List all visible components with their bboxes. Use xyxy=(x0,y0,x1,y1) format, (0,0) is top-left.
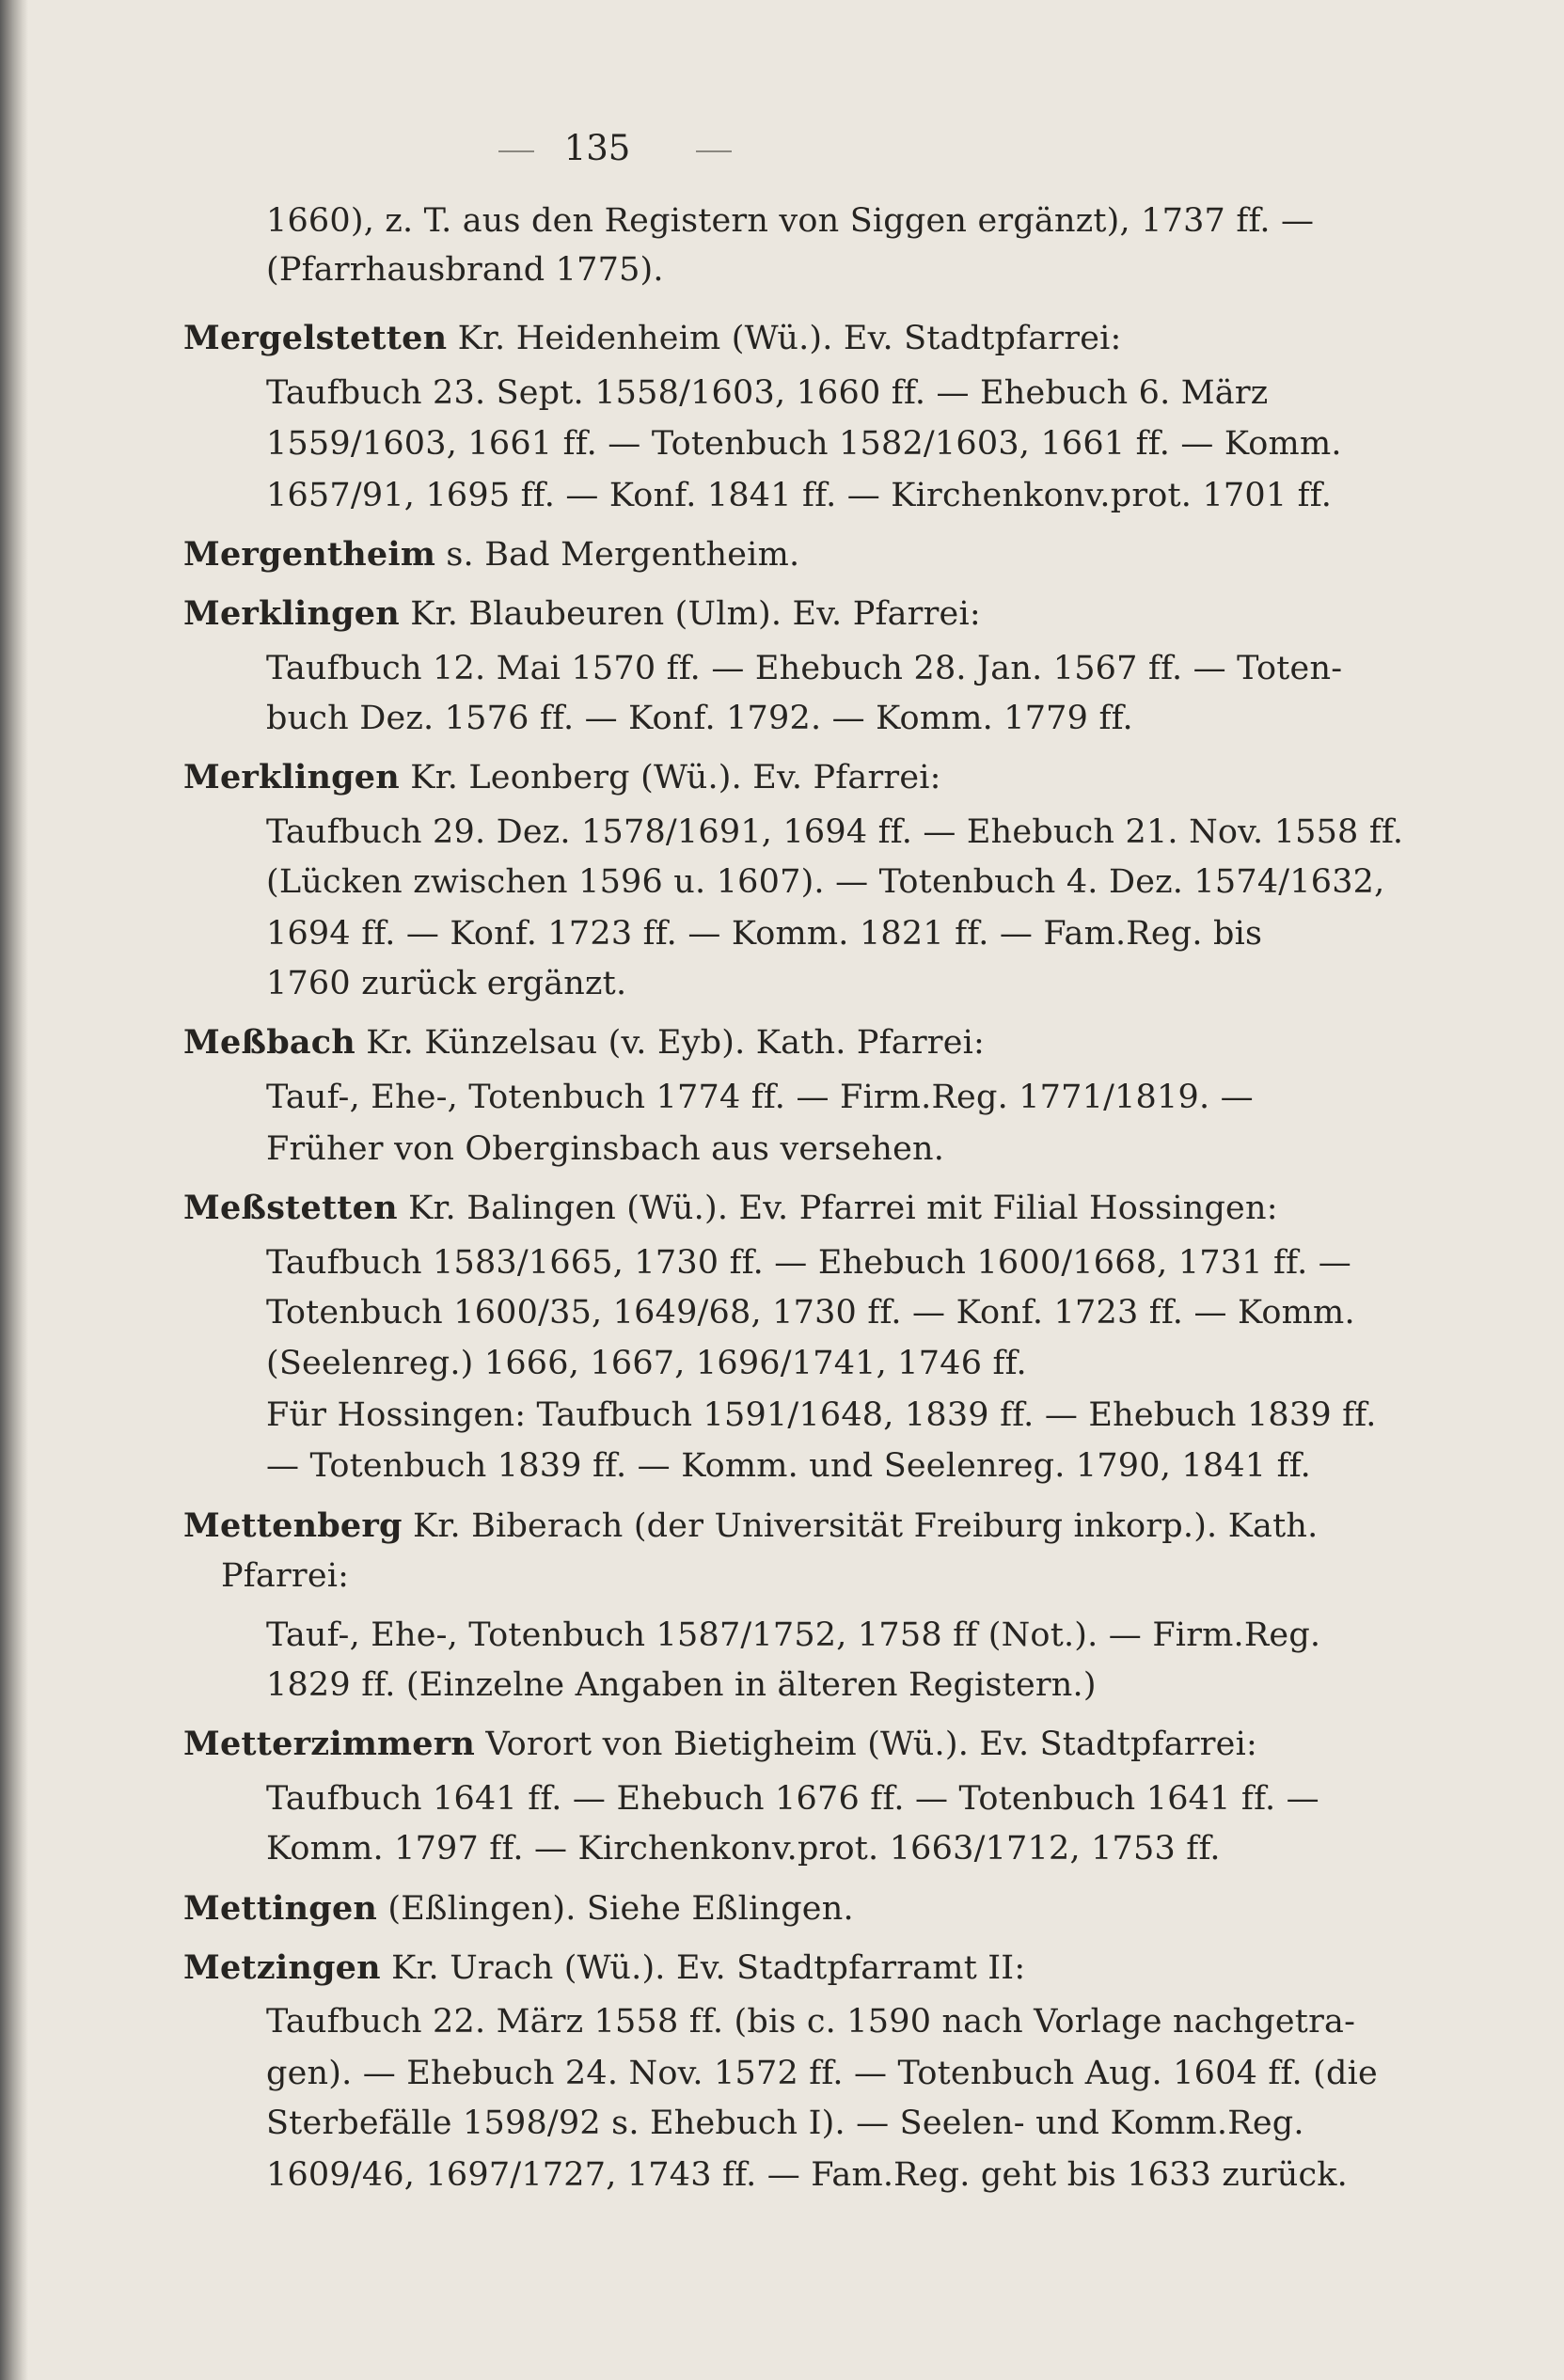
text-line xyxy=(266,695,1133,742)
entry-text: Kr. Balingen (Wü.). Ev. Pfarrei mit Filial Hossingen: xyxy=(397,1190,1278,1227)
entry-text: Taufbuch 12. Mai 1570 ff. — Ehebuch 28. Jan. 1567 ff. — Toten- xyxy=(266,650,1343,687)
entry-text: 1694 ff. — Konf. 1723 ff. — Komm. 1821 ff. — Fam.Reg. bis xyxy=(266,915,1263,953)
text-line xyxy=(183,1503,1318,1550)
entry-text: gen). — Ehebuch 24. Nov. 1572 ff. — Totenbuch Aug. 1604 ff. (die xyxy=(266,2055,1378,2092)
text-line xyxy=(266,1126,944,1173)
entry-text: Vorort von Bietigheim (Wü.). Ev. Stadtpfarrei: xyxy=(475,1726,1257,1763)
text-line xyxy=(266,1340,1027,1387)
text-line xyxy=(183,1885,854,1932)
entry-text: — Totenbuch 1839 ff. — Komm. und Seelenreg. 1790, 1841 ff. xyxy=(266,1447,1311,1485)
text-line xyxy=(266,1998,1355,2045)
entry-text: Kr. Leonberg (Wü.). Ev. Pfarrei: xyxy=(399,759,941,796)
entry-heading: Meßstetten xyxy=(183,1189,398,1227)
entry-text: Kr. Urach (Wü.). Ev. Stadtpfarramt II: xyxy=(380,1949,1026,1987)
entry-text: Taufbuch 29. Dez. 1578/1691, 1694 ff. — Ehebuch 21. Nov. 1558 ff. xyxy=(266,813,1404,851)
entry-text: Für Hossingen: Taufbuch 1591/1648, 1839 ff. — Ehebuch 1839 ff. xyxy=(266,1396,1377,1434)
entry-heading: Metterzimmern xyxy=(183,1725,476,1763)
entry-heading: Mergentheim xyxy=(183,535,436,574)
entry-text: 1559/1603, 1661 ff. — Totenbuch 1582/1603, 1661 ff. — Komm. xyxy=(266,425,1342,463)
text-line xyxy=(266,809,1403,856)
entry-text: Kr. Heidenheim (Wü.). Ev. Stadtpfarrei: xyxy=(447,320,1122,357)
entry-text: Taufbuch 1583/1665, 1730 ff. — Ehebuch 1600/1668, 1731 ff. — xyxy=(266,1244,1351,1282)
entry-text: Taufbuch 22. März 1558 ff. (bis c. 1590 nach Vorlage nachgetra- xyxy=(266,2003,1356,2041)
page-number-dash-right xyxy=(696,150,732,152)
entry-text: Kr. Biberach (der Universität Freiburg inkorp.). Kath. xyxy=(402,1507,1319,1545)
text-line xyxy=(266,246,664,293)
entry-heading: Mergelstetten xyxy=(183,319,448,357)
entry-heading: Meßbach xyxy=(183,1023,355,1062)
text-line xyxy=(221,1553,349,1600)
page-number-dash-left xyxy=(498,150,534,152)
text-line xyxy=(183,591,981,638)
entry-text: Früher von Oberginsbach aus versehen. xyxy=(266,1130,945,1168)
text-line xyxy=(266,1074,1254,1121)
entry-text: Pfarrei: xyxy=(221,1557,350,1595)
text-line xyxy=(266,645,1342,692)
entry-heading: Mettingen xyxy=(183,1889,378,1928)
text-line xyxy=(266,420,1342,467)
text-line xyxy=(266,1442,1311,1489)
entry-text: 1760 zurück ergänzt. xyxy=(266,965,627,1002)
binding-gutter-shadow xyxy=(0,0,28,2380)
text-line xyxy=(183,315,1122,362)
text-line xyxy=(266,1662,1097,1709)
entry-text: Taufbuch 1641 ff. — Ehebuch 1676 ff. — Totenbuch 1641 ff. — xyxy=(266,1780,1319,1818)
text-line xyxy=(183,1185,1278,1232)
entry-text: 1609/46, 1697/1727, 1743 ff. — Fam.Reg. geht bis 1633 zurück. xyxy=(266,2156,1349,2194)
text-line xyxy=(266,1775,1319,1822)
text-line xyxy=(266,2100,1304,2147)
entry-heading: Metzingen xyxy=(183,1948,381,1987)
entry-text: 1660), z. T. aus den Registern von Siggen ergänzt), 1737 ff. — xyxy=(266,202,1315,240)
entry-text: (Eßlingen). Siehe Eßlingen. xyxy=(377,1890,854,1928)
text-line xyxy=(266,1392,1377,1439)
text-line xyxy=(266,1289,1355,1336)
entry-text: 1657/91, 1695 ff. — Konf. 1841 ff. — Kirchenkonv.prot. 1701 ff. xyxy=(266,477,1333,514)
entry-text: Totenbuch 1600/35, 1649/68, 1730 ff. — Konf. 1723 ff. — Komm. xyxy=(266,1294,1355,1332)
entry-text: Tauf-, Ehe-, Totenbuch 1774 ff. — Firm.Reg. 1771/1819. — xyxy=(266,1079,1254,1116)
entry-heading: Merklingen xyxy=(183,594,400,633)
text-line xyxy=(183,531,799,578)
entry-text: Komm. 1797 ff. — Kirchenkonv.prot. 1663/1712, 1753 ff. xyxy=(266,1830,1221,1868)
entry-heading: Mettenberg xyxy=(183,1506,403,1545)
entry-text: 1829 ff. (Einzelne Angaben in älteren Registern.) xyxy=(266,1666,1097,1704)
text-line xyxy=(266,910,1262,957)
text-line xyxy=(266,370,1268,417)
text-line xyxy=(266,472,1332,519)
text-line xyxy=(266,1239,1351,1286)
entry-text: (Pfarrhausbrand 1775). xyxy=(266,251,664,289)
entry-text: Kr. Blaubeuren (Ulm). Ev. Pfarrei: xyxy=(399,595,981,633)
text-line xyxy=(266,2050,1378,2097)
entry-text: s. Bad Mergentheim. xyxy=(435,536,800,574)
text-line xyxy=(266,1825,1221,1872)
entry-text: Kr. Künzelsau (v. Eyb). Kath. Pfarrei: xyxy=(355,1024,985,1062)
text-line xyxy=(266,197,1314,244)
entry-heading: Merklingen xyxy=(183,758,400,796)
text-line xyxy=(266,960,626,1007)
text-line xyxy=(183,1721,1257,1768)
entry-text: Tauf-, Ehe-, Totenbuch 1587/1752, 1758 ff (Not.). — Firm.Reg. xyxy=(266,1616,1321,1654)
text-line xyxy=(183,1945,1025,1992)
text-line xyxy=(266,859,1384,906)
entry-text: Taufbuch 23. Sept. 1558/1603, 1660 ff. — Ehebuch 6. März xyxy=(266,374,1269,412)
text-line xyxy=(183,754,941,801)
text-line xyxy=(266,2151,1348,2199)
entry-text: Sterbefälle 1598/92 s. Ehebuch I). — Seelen- und Komm.Reg. xyxy=(266,2104,1304,2142)
entry-text: buch Dez. 1576 ff. — Konf. 1792. — Komm. 1779 ff. xyxy=(266,700,1133,737)
entry-text: (Seelenreg.) 1666, 1667, 1696/1741, 1746 ff. xyxy=(266,1345,1027,1382)
text-line xyxy=(183,1019,985,1066)
page-number: 135 xyxy=(563,128,631,168)
text-line xyxy=(266,1612,1320,1659)
entry-text: (Lücken zwischen 1596 u. 1607). — Totenbuch 4. Dez. 1574/1632, xyxy=(266,863,1385,901)
